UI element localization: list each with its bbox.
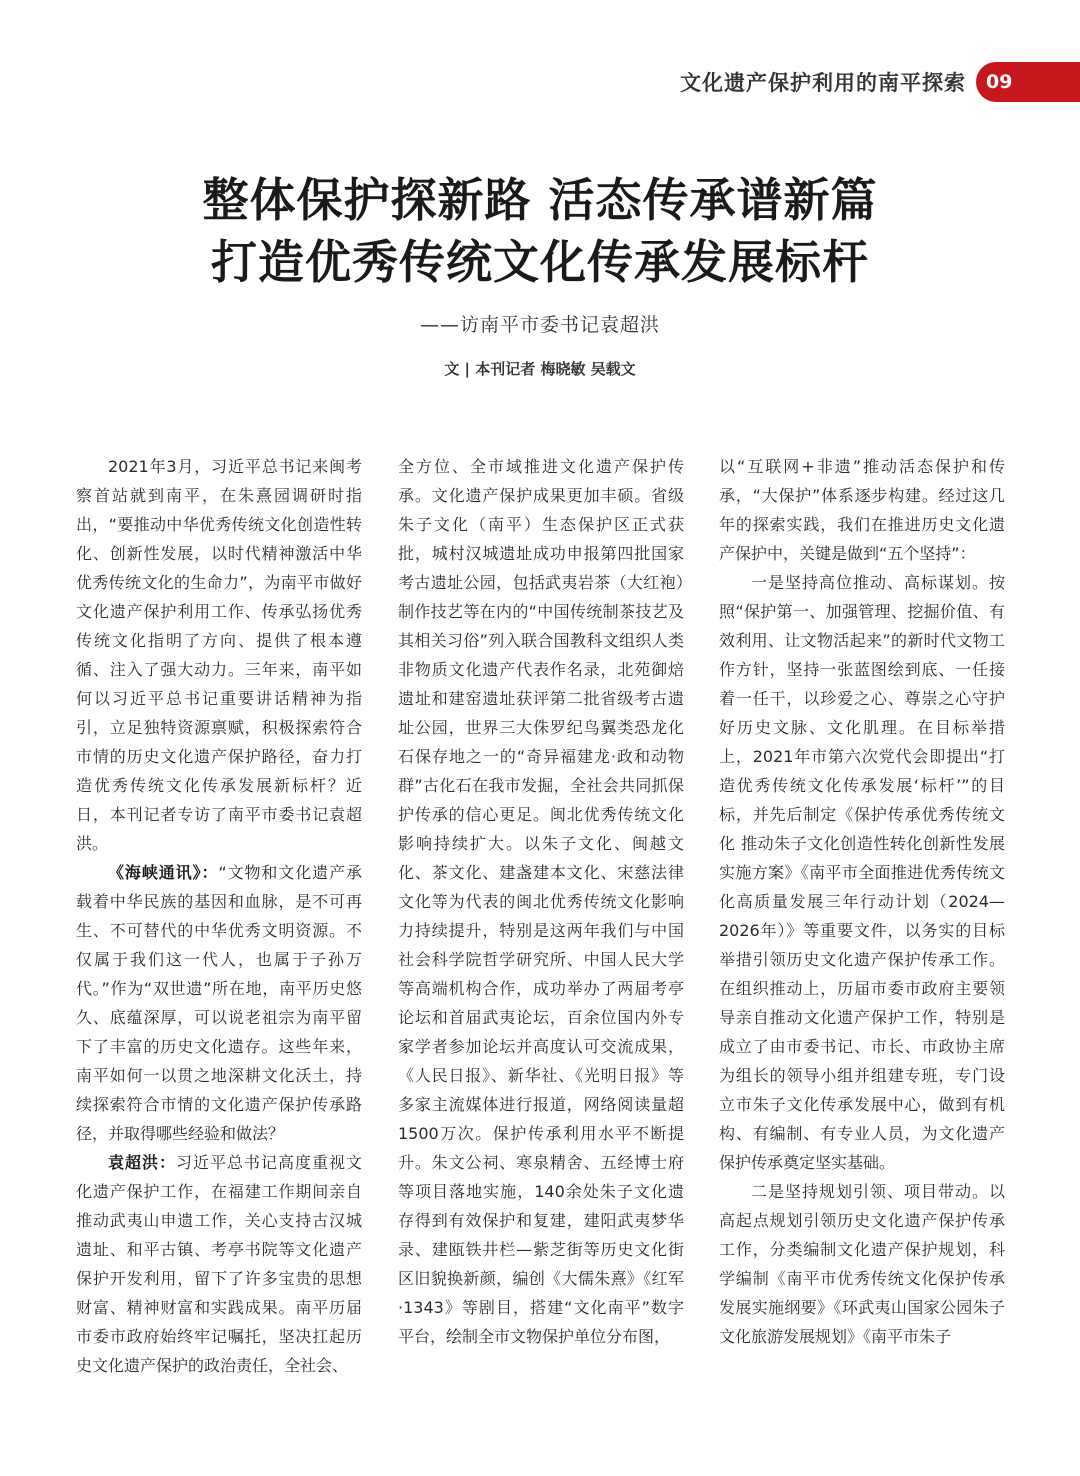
page-number-badge: 09 <box>976 62 1080 102</box>
column-2-paragraph: 全方位、全市域推进文化遗产保护传承。文化遗产保护成果更加丰硕。省级朱子文化（南平）生态保护区正式获批，城村汉城遗址成功申报第四批国家考古遗址公园，包括武夷岩茶（大红袍）制作技艺等在内的“中国传统制茶技艺及其相关习俗”列入联合国教科文组织人类非物质文化遗产代表作名录，北苑御焙遗址和建窑遗址获评第二批省级考古遗址公园，世界三大侏罗纪鸟翼类恐龙化石保存地之一的“奇异福建龙·政和动物群”古化石在我市发掘，全社会共同抓保护传承的信心更足。闽北优秀传统文化影响持续扩大。以朱子文化、闽越文化、茶文化、建盏建本文化、宋慈法律文化等为代表的闽北优秀传统文化影响力持续提升，特别是这两年我们与中国社会科学院哲学研究所、中国人民大学等高端机构合作，成功举办了两届考亭论坛和首届武夷论坛，百余位国内外专家学者参加论坛并高度认可交流成果，《人民日报》、新华社、《光明日报》等多家主流媒体进行报道，网络阅读量超1500万次。保护传承利用水平不断提升。朱文公祠、寒泉精舍、五经博士府等项目落地实施，140余处朱子文化遗存得到有效保护和复建，建阳武夷梦华录、建瓯铁井栏—紫芝街等历史文化街区旧貌换新颜，编创《大儒朱熹》《红军·1343》等剧目，搭建“文化南平”数字平台，绘制全市文物保护单位分布图， <box>398 457 684 1346</box>
answer-label: 袁超洪： <box>108 1153 176 1172</box>
text-column-1 <box>76 452 362 1380</box>
byline: 文 | 本刊记者 梅晓敏 吴载文 <box>444 360 636 378</box>
intro-paragraph: 2021年3月，习近平总书记来闽考察首站就到南平，在朱熹园调研时指出，“要推动中华优秀传统文化创造性转化、创新性发展，以时代精神激活中华优秀传统文化的生命力”，为南平市做好文化遗产保护利用工作、传承弘扬优秀传统文化指明了方向、提供了根本遵循、注入了强大动力。三年来，南平如何以习近平总书记重要讲话精神为指引，立足独特资源禀赋，积极探索符合市情的历史文化遗产保护路径，奋力打造优秀传统文化传承发展新标杆？近日，本刊记者专访了南平市委书记袁超洪。 <box>76 457 362 853</box>
answer-text: 习近平总书记高度重视文化遗产保护工作，在福建工作期间亲自推动武夷山申遗工作，关心支持古汉城遗址、和平古镇、考亭书院等文化遗产保护开发利用，留下了许多宝贵的思想财富、精神财富和实践成果。南平历届市委市政府始终牢记嘱托，坚决扛起历史文化遗产保护的政治责任，全社会、 <box>76 1153 362 1375</box>
section-title: 文化遗产保护利用的南平探索 <box>680 71 966 95</box>
column-3-paragraph-3: 二是坚持规划引领、项目带动。以高起点规划引领历史文化遗产保护传承工作，分类编制文化遗产保护规划，科学编制《南平市优秀传统文化保护传承发展实施纲要》《环武夷山国家公园朱子文化旅游发展规划》《南平市朱子 <box>719 1182 1005 1346</box>
article-title-line-2: 打造优秀传统文化传承发展标杆 <box>211 235 869 289</box>
article-subtitle: ——访南平市委书记袁超洪 <box>419 314 660 336</box>
text-column-3 <box>719 452 1005 1351</box>
column-3-paragraph-1: 以“互联网+非遗”推动活态保护和传承，“大保护”体系逐步构建。经过这几年的探索实践，我们在推进历史文化遗产保护中，关键是做到“五个坚持”： <box>719 457 1005 563</box>
column-3-paragraph-2: 一是坚持高位推动、高标谋划。按照“保护第一、加强管理、挖掘价值、有效利用、让文物活起来”的新时代文物工作方针，坚持一张蓝图绘到底、一任接着一任干，以珍爱之心、尊崇之心守护好历史文脉、文化肌理。在目标举措上，2021年市第六次党代会即提出“打造优秀传统文化传承发展‘标杆’”的目标，并先后制定《保护传承优秀传统文化 推动朱子文化创造性转化创新性发展实施方案》《南平市全面推进优秀传统文化高质量发展三年行动计划（2024—2026年）》等重要文件，以务实的目标举措引领历史文化遗产保护传承工作。在组织推动上，历届市委市政府主要领导亲自推动文化遗产保护工作，特别是成立了由市委书记、市长、市政协主席为组长的领导小组并组建专班，专门设立市朱子文化传承发展中心，做到有机构、有编制、有专业人员，为文化遗产保护传承奠定坚实基础。 <box>719 573 1005 1172</box>
question-paragraph <box>76 858 362 1148</box>
running-header <box>680 62 1080 102</box>
text-column-2 <box>398 452 684 1351</box>
answer-paragraph <box>76 1148 362 1380</box>
question-label: 《海峡通讯》： <box>108 863 219 882</box>
article-title-line-1: 整体保护探新路 活态传承谱新篇 <box>202 173 878 227</box>
question-text: “文物和文化遗产承载着中华民族的基因和血脉，是不可再生、不可替代的中华优秀文明资源。不仅属于我们这一代人，也属于子孙万代。”作为“双世遗”所在地，南平历史悠久、底蕴深厚，可以说老祖宗为南平留下了丰富的历史文化遗存。这些年来，南平如何一以贯之地深耕文化沃土，持续探索符合市情的文化遗产保护传承路径，并取得哪些经验和做法？ <box>76 863 362 1143</box>
